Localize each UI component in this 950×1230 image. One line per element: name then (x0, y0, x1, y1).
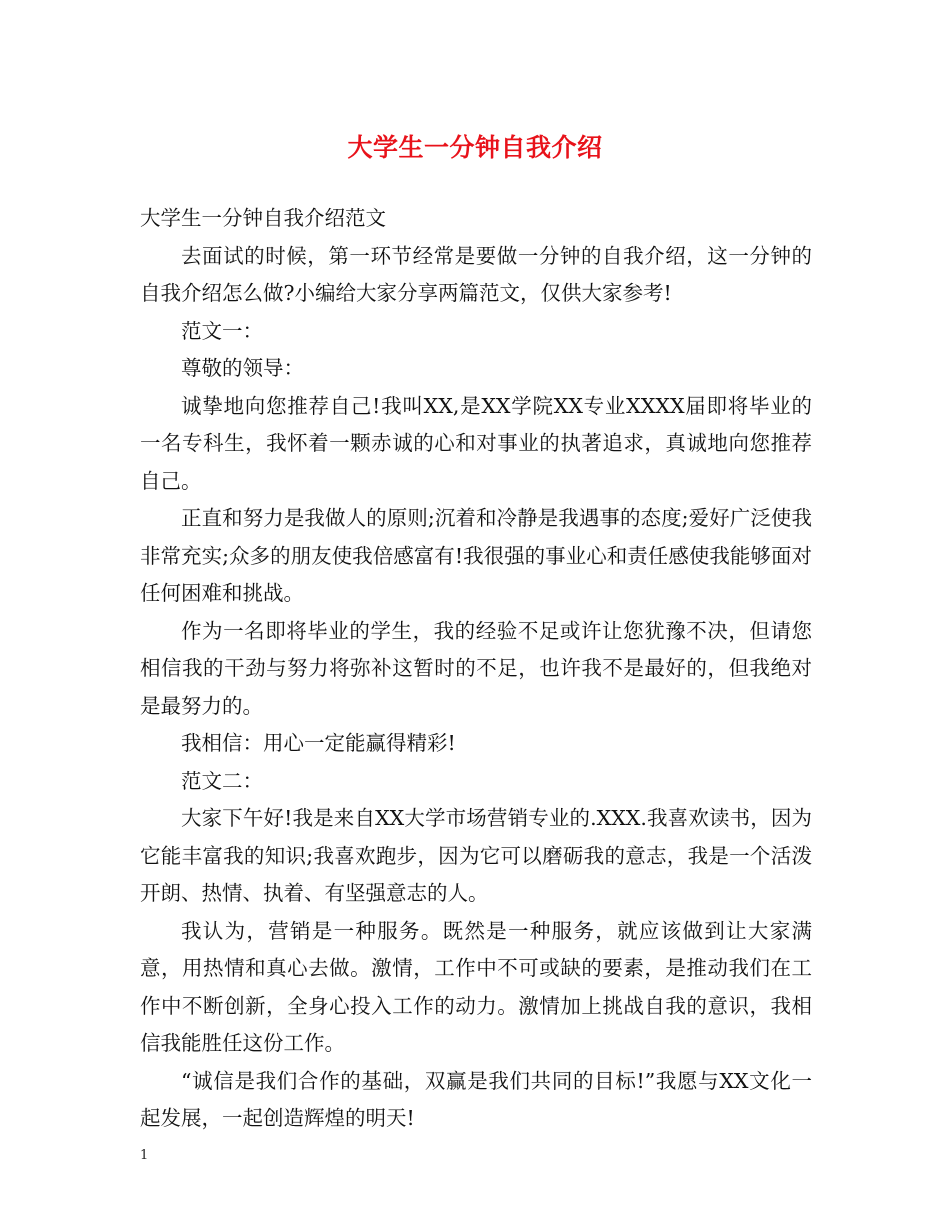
sample-two-heading: 范文二： (181, 768, 263, 793)
document-title: 大学生一分钟自我介绍 (347, 133, 603, 162)
body-paragraph: 我认为，营销是一种服务。既然是一种服务，就应该做到让大家满意，用热情和真心去做。激情，工作中不可或缺的要素，是推动我们在工作中不断创新，全身心投入工作的动力。激情加上挑战自我的意识，我相信我能胜任这份工作。 (140, 918, 812, 1055)
sample-one-heading: 范文一： (181, 318, 263, 343)
body-paragraph: 作为一名即将毕业的学生，我的经验不足或许让您犹豫不决，但请您相信我的干劲与努力将弥补这暂时的不足，也许我不是最好的，但我绝对是最努力的。 (140, 618, 812, 718)
body-paragraph: 正直和努力是我做人的原则;沉着和冷静是我遇事的态度;爱好广泛使我非常充实;众多的朋友使我倍感富有!我很强的事业心和责任感使我能够面对任何困难和挑战。 (140, 506, 812, 605)
closing-line: 我相信：用心一定能赢得精彩! (181, 731, 456, 755)
intro-paragraph: 去面试的时候，第一环节经常是要做一分钟的自我介绍，这一分钟的自我介绍怎么做?小编给大家分享两篇范文，仅供大家参考! (140, 243, 812, 305)
page-number: 1 (140, 1148, 149, 1163)
body-paragraph: 诚挚地向您推荐自己!我叫XX,是XX学院XX专业XXXX届即将毕业的一名专科生，我怀着一颗赤诚的心和对事业的执著追求，真诚地向您推荐自己。 (140, 393, 812, 493)
body-paragraph: 大家下午好!我是来自XX大学市场营销专业的.XXX.我喜欢读书，因为它能丰富我的知识;我喜欢跑步，因为它可以磨砺我的意志，我是一个活泼开朗、热情、执着、有坚强意志的人。 (140, 806, 812, 905)
salutation-paragraph: 尊敬的领导： (181, 356, 304, 380)
body-paragraph: “诚信是我们合作的基础，双赢是我们共同的目标!”我愿与XX文化一起发展，一起创造辉煌的明天! (140, 1068, 812, 1130)
document-body (140, 200, 812, 1138)
subtitle-paragraph: 大学生一分钟自我介绍范文 (140, 206, 386, 230)
